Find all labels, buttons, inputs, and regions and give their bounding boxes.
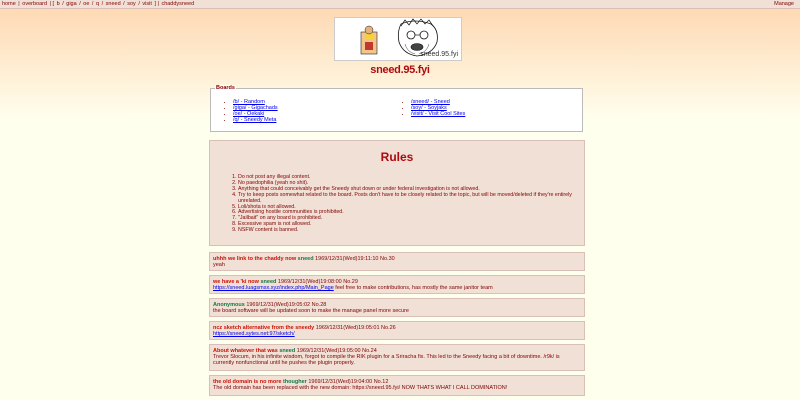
post-body: Trevor Slocum, in his infinite wisdom, forgot to compile the RIK plugin for a Sriracha fix. This led to the Sneedy facing a bit of downtime. /r9k/ is currently nonfunctional until he pushes the plugin properly. [213,354,560,367]
post-body: yeah [213,262,225,269]
post-meta: 1969/12/31(Wed)19:04:00 No.12 [308,379,389,385]
rule-item: 3. Anything that could conceivably get the Sneedy shut down or under federal investigation is not allowed. [238,187,578,193]
rule-item: 9. NSFW content is banned. [238,228,578,234]
nav-link-b[interactable]: b [56,1,60,7]
post-body: The old domain has been replaced with the new domain: https://sneed.95.fyi/ NOW THATS WHAT I CALL DOMINATION! [213,385,508,392]
nav-link-giga[interactable]: giga [66,1,77,7]
post-author: Anonymous [213,302,245,308]
post-subject: the old domain is no more [213,379,282,385]
news-post [209,375,585,396]
post-author: sneed [297,256,314,262]
board-link-soy[interactable]: /soy/ - Soyjaks [411,105,447,111]
nav-link-soy[interactable]: soy [127,1,136,7]
boards-fieldset [210,85,583,132]
post-subject: ncz sketch alternative from the sneedy [213,325,315,331]
rules-title: Rules [380,150,414,164]
post-body: the board software will be updated soon to make the manage panel more secure [213,308,409,315]
post-subject: About whatever that was [213,348,278,354]
board-link-visit[interactable]: /visit/ - Visit Cool Sites [411,111,466,117]
post-body: feel free to make contributions, has mostly the same janitor team [333,285,493,292]
post-subject: uhhh we link to the chaddy now [213,256,297,262]
post-link[interactable]: https://sneed.luagsmsx.xyz/index.php/Main_Page [213,285,334,292]
rule-item: 7. "Jailbait" on any board is prohibited. [238,216,578,222]
nav-separator: | [18,1,20,7]
nav-link-home[interactable]: home [2,1,16,7]
site-title: sneed.95.fyi [370,64,430,76]
board-link-q[interactable]: /q/ - Sneedy Meta [233,117,277,123]
news-post [209,344,585,371]
banner-watermark: sneed.95.fyi [420,51,458,58]
nav-separator: / [79,1,81,7]
nav-separator: / [62,1,64,7]
nav-link-overboard[interactable]: overboard [22,1,48,7]
post-meta: 1969/12/31(Wed)19:05:02 No.28 [246,302,327,308]
top-nav-bar [0,0,800,9]
boards-list-right [401,99,465,117]
post-meta: 1969/12/31(Wed)19:11:10 No.30 [315,256,395,262]
news-post [209,321,585,340]
post-meta: 1969/12/31(Wed)19:05:00 No.24 [296,348,377,354]
nav-link-q[interactable]: q [95,1,100,7]
news-post [209,275,585,294]
rule-item: 4. Try to keep posts somewhat related to the board. Posts don't have to be closely related to the topic, but will be moved/deleted if they're entirely unrelated. [238,193,578,205]
manage-link-container [774,0,794,8]
nav-link-oe[interactable]: oe [83,1,90,7]
nav-separator: / [138,1,140,7]
board-list-item [233,117,278,123]
nav-separator: | [ [49,1,55,7]
board-list-item [411,111,465,117]
nav-link-visit[interactable]: visit [142,1,152,7]
post-author: sneed [279,348,296,354]
news-post [209,252,585,271]
nav-link-chaddysneed[interactable]: chaddysneed [161,1,195,7]
nav-separator: / [123,1,125,7]
board-nav-links [2,0,194,8]
site-banner[interactable] [334,17,462,61]
post-author: thougher [282,379,307,385]
manage-link[interactable]: Manage [774,1,794,7]
nav-separator: ] | [154,1,159,7]
post-meta: 1969/12/31(Wed)19:05:01 No.26 [315,325,396,331]
rule-item: 5. Loli/shota is not allowed. [238,205,578,211]
board-link-sneed[interactable]: /sneed/ - Sneed [411,99,450,105]
nav-separator: / [101,1,104,7]
board-link-b[interactable]: /b/ - Random [233,99,265,105]
rules-box [209,140,585,246]
nav-separator: / [91,1,94,7]
post-meta: 1969/12/31(Wed)19:08:00 No.29 [277,279,358,285]
nav-link-sneed[interactable]: sneed [105,1,121,7]
board-link-giga[interactable]: /giga/ - Gigachads [233,105,278,111]
board-link-oe[interactable]: /oe/ - Oekaki [233,111,265,117]
post-subject: we have a 'ki now [213,279,259,285]
rule-item: 2. No paedophilia (yeah no shit). [238,181,578,187]
boards-list-left [223,99,278,123]
news-post [209,298,585,317]
rule-item: 1. Do not post any illegal content. [238,175,578,181]
rules-list [220,175,578,234]
rule-item: 8. Excessive spam is not allowed. [238,222,578,228]
boards-legend: Boards [216,85,235,91]
rule-item: 6. Advertising hostile communities is prohibited. [238,210,578,216]
post-author: sneed [260,279,277,285]
post-link[interactable]: https://sneed.sytes.net:97/sketch/ [213,331,295,338]
